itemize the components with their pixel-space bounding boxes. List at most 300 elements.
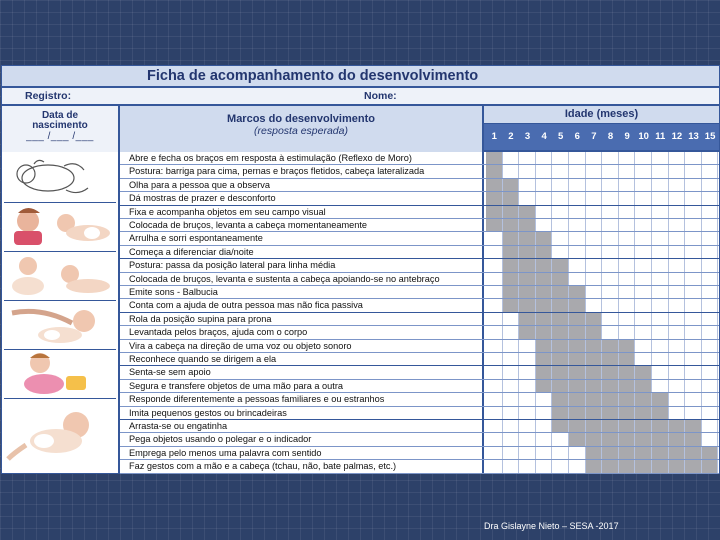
age-cell [669,313,686,325]
age-cell [685,340,702,352]
age-cell [685,259,702,271]
age-cell [586,232,603,244]
age-cell [519,152,536,164]
age-band-cell [536,259,553,271]
age-band-cell [552,326,569,338]
age-band-cell [552,407,569,419]
age-band-cell [669,447,686,459]
age-cell [602,326,619,338]
age-band-cell [602,340,619,352]
milestone-header-subtitle: (resposta esperada) [254,125,348,137]
age-cell [669,219,686,231]
age-cell [685,380,702,392]
age-cell [586,206,603,218]
age-cell [552,165,569,177]
age-band-cell [503,273,520,285]
age-cell [552,232,569,244]
age-cell [586,192,603,204]
age-cell [702,353,719,365]
age-band-cell [569,433,586,445]
age-cell [652,206,669,218]
age-band-cell [503,219,520,231]
age-cell [685,179,702,191]
age-band-cell [552,366,569,378]
age-band-cell [503,232,520,244]
age-cell [519,393,536,405]
month-label: 9 [624,131,630,142]
age-cell [619,165,636,177]
age-cell [569,192,586,204]
age-band-cell [652,393,669,405]
milestone-label: Colocada de bruços, levanta e sustenta a cabeça apoiando-se no antebraço [120,273,484,285]
age-band-cell [586,433,603,445]
age-band-cell [652,407,669,419]
age-cell [702,433,719,445]
milestone-row [120,326,719,339]
age-cell [486,460,503,472]
age-cell [685,353,702,365]
age-band-cell [602,420,619,432]
milestone-row [120,246,719,259]
age-cell [503,380,520,392]
age-cell [569,246,586,258]
age-cell [635,326,652,338]
age-band-cell [503,192,520,204]
age-cell [702,259,719,271]
age-cell [652,165,669,177]
milestone-label: Emprega pelo menos uma palavra com sentido [120,447,484,459]
age-cell [503,447,520,459]
age-cell [635,165,652,177]
age-cell [602,192,619,204]
milestone-row [120,407,719,420]
age-cell [569,460,586,472]
milestone-label: Começa a diferenciar dia/noite [120,246,484,258]
age-cell [503,460,520,472]
age-cell [652,273,669,285]
month-label: 3 [524,131,531,142]
age-cell [569,165,586,177]
age-cell [602,313,619,325]
age-cell [586,299,603,311]
age-band-cell [569,407,586,419]
age-band-cell [602,447,619,459]
age-cell [486,366,503,378]
milestone-header [120,106,484,152]
age-band-cell [586,340,603,352]
milestone-row [120,286,719,299]
age-cell [635,299,652,311]
age-cell [635,313,652,325]
age-band-cell [635,420,652,432]
age-band-cell [602,393,619,405]
age-cell [619,152,636,164]
age-cell [635,179,652,191]
age-cell [486,407,503,419]
baby-photo-sitting [4,252,116,301]
age-band-cell [503,286,520,298]
age-band-cell [602,353,619,365]
age-band-cell [552,286,569,298]
age-cell [702,326,719,338]
age-band-cell [486,192,503,204]
age-band-cell [519,219,536,231]
age-cell [486,353,503,365]
age-cell [685,326,702,338]
age-band-cell [619,353,636,365]
birth-header-line1: Data de [41,110,79,121]
age-band-cell [486,219,503,231]
age-band-cell [536,366,553,378]
age-cell [685,165,702,177]
month-label: 10 [638,131,649,142]
age-cell [536,433,553,445]
age-cell [503,420,520,432]
age-band-cell [536,273,553,285]
age-band-cell [536,340,553,352]
age-cell [569,219,586,231]
age-band-cell [635,366,652,378]
milestone-label: Faz gestos com a mão e a cabeça (tchau, não, bate palmas, etc.) [120,460,484,472]
age-cell [602,273,619,285]
milestone-row [120,340,719,353]
age-cell [669,326,686,338]
age-cell [569,232,586,244]
age-cell [635,152,652,164]
age-cell [669,393,686,405]
age-cell [552,246,569,258]
age-cell [536,460,553,472]
milestone-label: Pega objetos usando o polegar e o indicador [120,433,484,445]
milestone-label: Responde diferentemente a pessoas familiares e ou estranhos [120,393,484,405]
milestone-row [120,179,719,192]
age-cell [635,259,652,271]
age-cell [503,366,520,378]
age-band-cell [552,420,569,432]
age-cell [619,326,636,338]
age-cell [536,393,553,405]
age-cell [635,232,652,244]
sheet-title: Ficha de acompanhamento do desenvolvimento [147,68,479,84]
age-band-cell [536,286,553,298]
age-cell [602,179,619,191]
age-band-cell [586,407,603,419]
age-band-cell [669,420,686,432]
age-cell [569,447,586,459]
age-cell [702,299,719,311]
age-band-cell [519,273,536,285]
age-band-cell [685,420,702,432]
age-band-cell [569,366,586,378]
age-band-cell [552,380,569,392]
age-cell [669,179,686,191]
milestone-row [120,299,719,312]
age-cell [586,165,603,177]
milestone-row [120,152,719,165]
age-cell [503,326,520,338]
baby-photo-tummy [4,203,116,252]
age-cell [702,219,719,231]
month-header-row [484,124,719,152]
birth-header-line2: nascimento [32,120,88,131]
age-band-cell [635,433,652,445]
age-cell [702,232,719,244]
age-band-cell [519,326,536,338]
age-cell [552,206,569,218]
milestone-row [120,420,719,433]
age-cell [685,219,702,231]
age-band-cell [503,206,520,218]
age-cell [669,246,686,258]
age-band-cell [586,313,603,325]
age-band-cell [536,353,553,365]
age-cell [635,353,652,365]
age-cell [685,246,702,258]
age-cell [669,380,686,392]
age-cell [702,366,719,378]
age-cell [669,232,686,244]
milestone-label: Arrasta-se ou engatinha [120,420,484,432]
age-band-cell [503,246,520,258]
age-cell [635,340,652,352]
milestone-row [120,206,719,219]
age-cell [503,393,520,405]
age-band-cell [619,460,636,472]
milestone-row [120,380,719,393]
milestone-row [120,447,719,460]
age-cell [602,246,619,258]
age-cell [652,313,669,325]
age-cell [669,206,686,218]
age-cell [669,407,686,419]
age-band-cell [586,380,603,392]
age-cell [552,447,569,459]
milestone-label: Arrulha e sorri espontaneamente [120,232,484,244]
slide-footer: Dra Gislayne Nieto – SESA -2017 [484,521,619,531]
age-cell [652,380,669,392]
age-cell [519,353,536,365]
month-label: 2 [508,131,514,142]
age-cell [635,219,652,231]
age-cell [486,433,503,445]
age-cell [503,340,520,352]
age-cell [685,232,702,244]
age-cell [702,246,719,258]
age-cell [685,286,702,298]
age-cell [652,353,669,365]
age-cell [669,366,686,378]
age-cell [519,433,536,445]
age-band-cell [569,380,586,392]
age-cell [652,259,669,271]
age-band-cell [619,420,636,432]
age-cell [702,179,719,191]
age-cell [619,179,636,191]
age-band-cell [685,447,702,459]
age-cell [652,246,669,258]
age-cell [486,326,503,338]
age-cell [619,273,636,285]
age-band-cell [652,460,669,472]
milestone-row [120,366,719,379]
age-cell [519,460,536,472]
age-cell [552,219,569,231]
age-cell [519,407,536,419]
age-cell [569,206,586,218]
age-band-cell [685,433,702,445]
age-cell [536,192,553,204]
age-band-cell [586,326,603,338]
age-cell [519,420,536,432]
age-cell [536,407,553,419]
age-band-cell [635,460,652,472]
milestone-row [120,165,719,178]
age-cell [702,152,719,164]
age-cell [635,192,652,204]
milestone-row [120,192,719,205]
milestone-row [120,232,719,245]
age-band-cell [519,246,536,258]
age-band-cell [569,393,586,405]
age-cell [652,286,669,298]
age-cell [586,246,603,258]
age-band-cell [519,286,536,298]
age-band-cell [586,420,603,432]
age-cell [702,340,719,352]
registro-label: Registro: [25,90,72,102]
age-cell [635,273,652,285]
age-cell [586,286,603,298]
age-band-cell [602,380,619,392]
age-cell [536,219,553,231]
age-band-cell [503,179,520,191]
age-cell [652,326,669,338]
age-band-cell [536,246,553,258]
age-cell [519,447,536,459]
month-label: 7 [591,131,597,142]
age-cell [652,340,669,352]
milestone-row [120,433,719,446]
age-cell [519,192,536,204]
age-cell [519,179,536,191]
age-cell [652,232,669,244]
age-cell [619,219,636,231]
age-band-cell [519,259,536,271]
age-cell [702,273,719,285]
age-cell [602,165,619,177]
age-band-cell [669,460,686,472]
age-cell [552,152,569,164]
age-band-cell [519,206,536,218]
age-cell [503,313,520,325]
age-cell [702,192,719,204]
age-band-cell [586,393,603,405]
age-cell [602,259,619,271]
age-cell [669,259,686,271]
age-band-cell [702,460,719,472]
age-cell [635,246,652,258]
age-cell [486,420,503,432]
age-cell [602,219,619,231]
age-cell [635,286,652,298]
age-cell [536,179,553,191]
age-cell [486,447,503,459]
age-cell [602,206,619,218]
milestone-row [120,273,719,286]
milestone-label: Vira a cabeça na direção de uma voz ou objeto sonoro [120,340,484,352]
age-cell [635,206,652,218]
age-cell [685,192,702,204]
age-band-cell [619,340,636,352]
milestone-row [120,393,719,406]
age-band-cell [569,420,586,432]
age-cell [685,313,702,325]
age-band-cell [536,326,553,338]
age-cell [602,232,619,244]
age-band-cell [569,313,586,325]
age-cell [702,313,719,325]
age-band-cell [619,380,636,392]
age-band-cell [602,366,619,378]
age-cell [669,353,686,365]
baby-photo-with-toy [4,350,116,399]
age-band-cell [552,313,569,325]
milestone-label: Emite sons - Balbucia [120,286,484,298]
age-cell [702,420,719,432]
birth-date-header [2,106,120,152]
milestone-label: Segura e transfere objetos de uma mão para a outra [120,380,484,392]
milestone-label: Imita pequenos gestos ou brincadeiras [120,407,484,419]
milestone-label: Postura: barriga para cima, pernas e braços fletidos, cabeça lateralizada [120,165,484,177]
age-cell [486,259,503,271]
age-band-cell [652,420,669,432]
age-cell [619,232,636,244]
age-cell [569,259,586,271]
age-cell [619,259,636,271]
registration-row [2,88,719,106]
age-band-cell [569,299,586,311]
age-band-cell [552,340,569,352]
age-band-cell [619,433,636,445]
age-cell [669,192,686,204]
age-cell [486,380,503,392]
age-cell [536,420,553,432]
age-cell [652,219,669,231]
age-band-cell [602,407,619,419]
age-cell [669,165,686,177]
milestone-label: Reconhece quando se dirigem a ela [120,353,484,365]
age-band-cell [552,273,569,285]
age-cell [586,152,603,164]
age-cell [486,313,503,325]
age-cell [702,165,719,177]
age-band-cell [569,286,586,298]
age-band-cell [619,407,636,419]
age-cell [586,219,603,231]
age-cell [702,380,719,392]
age-band-cell [569,340,586,352]
age-cell [602,299,619,311]
age-band-cell [552,259,569,271]
age-band-cell [635,393,652,405]
age-band-cell [602,433,619,445]
age-cell [619,313,636,325]
age-cell [519,380,536,392]
age-band-cell [503,259,520,271]
age-cell [669,273,686,285]
month-label: 12 [671,131,683,142]
milestone-label: Postura: passa da posição lateral para linha média [120,259,484,271]
